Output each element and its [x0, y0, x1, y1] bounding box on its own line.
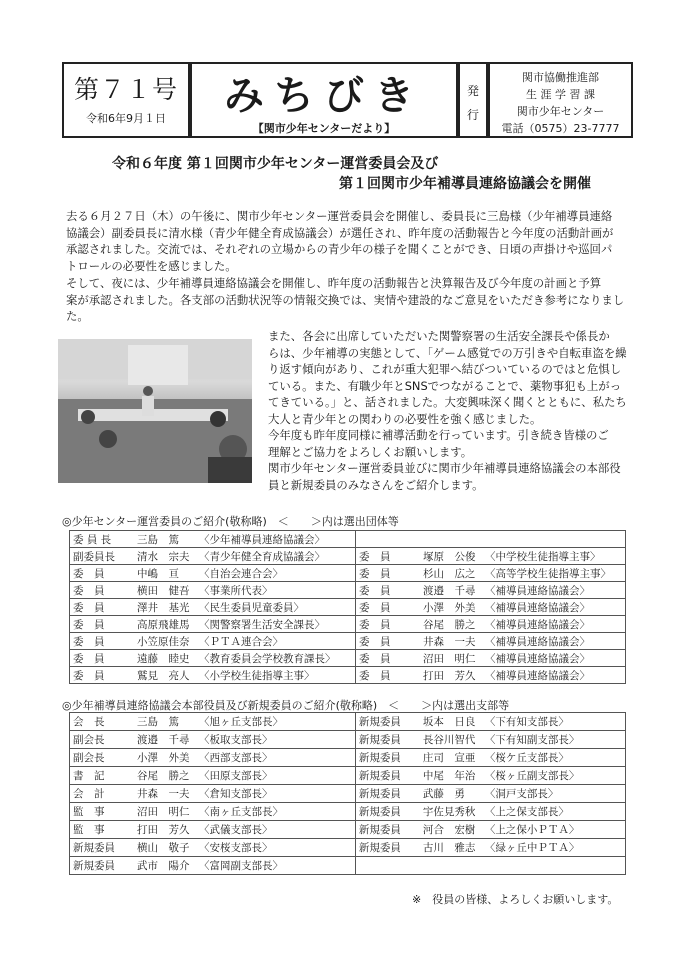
text-line: また、各会に出席していただいた関警察署の生活安全課長や係長か	[268, 329, 610, 343]
right-entry	[355, 713, 625, 731]
newsletter-subtitle: 【関市少年センターだより】	[252, 122, 396, 135]
right-entry	[356, 650, 626, 667]
text-line: らは、少年補導の実態として、「ゲーム感覚での万引きや自転車盗を繰	[268, 345, 627, 360]
article-heading-1: 令和６年度 第１回関市少年センター運営委員会及び	[112, 156, 439, 172]
member-role: 新規委員	[358, 716, 401, 728]
member-role: 委 員	[73, 635, 105, 648]
member-affiliation: 〈下有知支部長〉	[484, 716, 569, 728]
member-affiliation: 〈田原支部長〉	[199, 770, 273, 782]
table-row	[70, 839, 626, 857]
member-role: 新規委員	[358, 770, 401, 782]
member-role: 監 事	[73, 806, 105, 818]
right-entry	[356, 531, 626, 548]
table-row	[70, 548, 626, 565]
member-affiliation: 〈青少年健全育成協議会〉	[199, 550, 325, 563]
publisher-line: 生 涯 学 習 課	[526, 88, 595, 101]
closing-note: ※ 役員の皆様、よろしくお願いします。	[412, 893, 619, 906]
member-name: 沼田 明仁	[137, 806, 190, 818]
member-affiliation: 〈ＰＴＡ連合会〉	[199, 635, 283, 648]
paragraph-4	[268, 427, 609, 460]
member-role: 委 員	[359, 601, 391, 614]
member-affiliation: 〈桜ヶ丘副支部長〉	[484, 770, 580, 782]
member-affiliation: 〈補導員連絡協議会〉	[485, 635, 590, 648]
table-row	[70, 857, 626, 875]
committee-table	[69, 530, 626, 684]
title-box	[190, 62, 458, 138]
right-entry	[355, 803, 625, 821]
member-role: 新規委員	[358, 824, 401, 836]
member-affiliation: 〈洞戸支部長〉	[484, 788, 559, 800]
right-entry	[356, 633, 626, 650]
left-entry	[70, 531, 356, 548]
left-entry	[70, 731, 356, 749]
member-name: 沼田 明仁	[423, 652, 476, 665]
publisher-line: 関市協働推進部	[522, 71, 599, 84]
member-name: 庄司 宣亜	[422, 752, 476, 764]
member-role: 委 員	[359, 669, 391, 682]
member-role: 委 員	[73, 618, 105, 631]
table-row	[70, 749, 626, 767]
guidance-officer-table	[69, 712, 626, 875]
left-entry	[70, 599, 356, 616]
member-affiliation: 〈倉知支部長〉	[199, 788, 273, 800]
member-affiliation: 〈旭ヶ丘支部長〉	[199, 716, 283, 728]
right-entry	[355, 749, 625, 767]
left-entry	[70, 667, 356, 684]
member-name: 古川 雅志	[422, 842, 476, 854]
text-line: た。	[66, 309, 89, 323]
member-affiliation: 〈西部支部長〉	[199, 752, 273, 764]
table-row	[70, 582, 626, 599]
member-role: 委 員	[73, 601, 105, 614]
member-role: 新規委員	[73, 842, 115, 854]
left-entry	[70, 633, 356, 650]
member-name: 高原飛雄馬	[137, 618, 190, 631]
paragraph-3	[268, 328, 627, 427]
left-entry	[70, 616, 356, 633]
table-row	[70, 767, 626, 785]
member-name: 長谷川智代	[422, 734, 476, 746]
member-role: 委 員 長	[73, 533, 112, 546]
table2-caption: ◎少年補導員連絡協議会本部役員及び新規委員のご紹介(敬称略) ＜ ＞内は選出支部等	[62, 699, 510, 712]
newsletter-title: みちびき	[224, 73, 424, 119]
member-affiliation: 〈板取支部長〉	[199, 734, 273, 746]
member-name: 小笠原佳奈	[137, 635, 190, 648]
member-role: 委 員	[73, 669, 105, 682]
member-role: 副委員長	[73, 550, 115, 563]
left-entry	[70, 582, 356, 599]
member-role: 委 員	[359, 584, 391, 597]
member-role: 副会長	[73, 752, 105, 764]
member-role: 委 員	[359, 618, 391, 631]
member-name: 小澤 外美	[137, 752, 190, 764]
member-affiliation: 〈補導員連絡協議会〉	[485, 584, 590, 597]
member-affiliation: 〈補導員連絡協議会〉	[485, 652, 590, 665]
left-entry	[70, 713, 356, 731]
member-role: 新規委員	[358, 842, 401, 854]
right-entry	[356, 667, 626, 684]
right-entry	[355, 839, 625, 857]
member-name: 井森 一夫	[137, 788, 190, 800]
table-row	[70, 803, 626, 821]
member-name: 横田 健吾	[137, 584, 190, 597]
member-role: 新規委員	[73, 860, 115, 872]
text-line: 大人と青少年との関わりの必要性を強く感じました。	[268, 411, 542, 426]
member-role: 委 員	[73, 584, 105, 597]
table-row	[70, 650, 626, 667]
table1-caption: ◎少年センター運営委員のご紹介(敬称略) ＜ ＞内は選出団体等	[62, 515, 399, 528]
member-affiliation: 〈上之保小ＰＴＡ〉	[484, 824, 580, 836]
member-affiliation: 〈民生委員児童委員〉	[199, 601, 304, 614]
member-role: 会 計	[73, 788, 105, 800]
text-line: 協議会）副委員長に清水様（青少年健全育成協議会）が選任され、昨年度の活動報告と今年度の活動計画が	[66, 225, 614, 240]
paragraph-1	[66, 208, 613, 274]
member-name: 渡邉 千尋	[137, 734, 190, 746]
issue-box	[62, 62, 190, 138]
member-role: 会 長	[73, 716, 105, 728]
member-affiliation: 〈小学校生徒指導主事〉	[199, 669, 315, 682]
text-line: 員と新規委員のみなさんをご紹介します。	[268, 477, 484, 492]
member-affiliation: 〈教育委員会学校教育課長〉	[199, 652, 336, 665]
paragraph-2	[66, 275, 624, 325]
table-row	[70, 713, 626, 731]
member-name: 遠藤 睦史	[137, 652, 190, 665]
right-entry	[356, 582, 626, 599]
member-name: 鷲見 亮人	[137, 669, 190, 682]
member-name: 打田 芳久	[137, 824, 190, 836]
member-affiliation: 〈高等学校生徒指導主事〉	[485, 567, 611, 580]
member-affiliation: 〈上之保支部長〉	[484, 806, 569, 818]
left-entry	[70, 839, 356, 857]
text-line: トロールの必要性を感じました。	[66, 258, 237, 273]
member-name: 河合 宏樹	[422, 824, 476, 836]
member-affiliation: 〈桜ケ丘支部長〉	[484, 752, 569, 764]
member-affiliation: 〈武儀支部長〉	[199, 824, 273, 836]
member-affiliation: 〈安桜支部長〉	[199, 842, 273, 854]
member-role: 委 員	[359, 567, 391, 580]
member-name: 澤井 基光	[137, 601, 190, 614]
table-row	[70, 821, 626, 839]
paragraph-5	[268, 460, 621, 493]
text-line: ている。また、有職少年とSNSでつながることで、薬物事犯も上がっ	[268, 378, 622, 393]
member-name: 小澤 外美	[423, 601, 476, 614]
left-entry	[70, 785, 356, 803]
member-name: 武市 陽介	[137, 860, 190, 872]
member-role: 新規委員	[358, 806, 401, 818]
left-entry	[70, 767, 356, 785]
left-entry	[70, 803, 356, 821]
text-line: 今年度も昨年度同様に補導活動を行っています。引き続き皆様のご	[268, 428, 609, 442]
member-name: 三島 篤	[137, 533, 179, 546]
member-role: 委 員	[73, 652, 105, 665]
text-line: 理解とご協力をよろしくお願いします。	[268, 444, 473, 459]
member-name: 坂本 日良	[422, 716, 476, 728]
right-entry	[355, 857, 625, 875]
member-affiliation: 〈事業所代表〉	[199, 584, 273, 597]
text-line: てきている。」と、話されました。大変興味深く聞くとともに、私たち	[268, 395, 627, 409]
member-role: 監 事	[73, 824, 105, 836]
publisher-box	[488, 62, 633, 138]
member-name: 三島 篤	[137, 716, 179, 728]
member-name: 杉山 広之	[423, 567, 476, 580]
table-row	[70, 785, 626, 803]
right-entry	[356, 599, 626, 616]
member-name: 横山 敬子	[137, 842, 190, 854]
member-affiliation: 〈下有知副支部長〉	[484, 734, 580, 746]
member-name: 清水 宗夫	[137, 550, 190, 563]
member-name: 打田 芳久	[423, 669, 476, 682]
member-affiliation: 〈富岡副支部長〉	[199, 860, 283, 872]
article-heading-2: 第１回関市少年補導員連絡協議会を開催	[339, 176, 591, 192]
publisher-phone: 電話（0575）23-7777	[501, 122, 620, 135]
member-name: 中尾 年治	[422, 770, 476, 782]
member-role: 新規委員	[358, 752, 401, 764]
left-entry	[70, 821, 356, 839]
member-name: 渡邉 千尋	[423, 584, 476, 597]
left-entry	[70, 650, 356, 667]
member-affiliation: 〈緑ヶ丘中ＰＴＡ〉	[484, 842, 580, 854]
member-role: 副会長	[73, 734, 105, 746]
text-line: 承認されました。交流では、それぞれの立場からの青少年の様子を聞くことができ、日頃の声掛けや巡回パ	[66, 242, 613, 256]
text-line: そして、夜には、少年補導員連絡協議会を開催し、昨年度の活動報告と決算報告及び今年度の計画と予算	[66, 276, 602, 290]
member-name: 谷尾 勝之	[137, 770, 190, 782]
right-entry	[356, 548, 626, 565]
right-entry	[355, 821, 625, 839]
member-affiliation: 〈補導員連絡協議会〉	[485, 669, 590, 682]
text-line: 案が承認されました。各支部の活動状況等の情報交換では、実情や建設的なご意見をいただき参考になりまし	[66, 292, 625, 307]
member-role: 委 員	[359, 652, 391, 665]
member-role: 書 記	[73, 770, 105, 782]
meeting-photo	[58, 339, 252, 483]
issue-date: 令和6年9月１日	[86, 112, 166, 125]
meeting-photo-illustration	[58, 339, 252, 483]
table-row	[70, 667, 626, 684]
member-affiliation: 〈関警察署生活安全課長〉	[199, 618, 325, 631]
member-name: 谷尾 勝之	[423, 618, 476, 631]
publisher-label	[458, 62, 488, 138]
member-role: 新規委員	[358, 734, 401, 746]
table-row	[70, 599, 626, 616]
right-entry	[355, 785, 625, 803]
member-name: 宇佐見秀秋	[422, 806, 476, 818]
member-role: 委 員	[73, 567, 105, 580]
member-name: 武藤 勇	[422, 788, 465, 800]
left-entry	[70, 565, 356, 582]
member-name: 井森 一夫	[423, 635, 476, 648]
table-row	[70, 531, 626, 548]
member-affiliation: 〈自治会連合会〉	[199, 567, 283, 580]
member-affiliation: 〈南ヶ丘支部長〉	[199, 806, 283, 818]
member-affiliation: 〈少年補導員連絡協議会〉	[199, 533, 325, 546]
text-line: 関市少年センター運営委員並びに関市少年補導員連絡協議会の本部役	[268, 461, 621, 475]
table-row	[70, 616, 626, 633]
publisher-label-1: 発	[467, 84, 480, 98]
publisher-line: 関市少年センター	[516, 105, 605, 118]
left-entry	[70, 548, 356, 565]
text-line: 去る６月２７日（木）の午後に、関市少年センター運営委員会を開催し、委員長に三島様（少年補導員連絡	[66, 209, 613, 223]
table-row	[70, 565, 626, 582]
member-role: 委 員	[359, 635, 391, 648]
left-entry	[70, 749, 356, 767]
issue-number: 第７１号	[73, 75, 178, 104]
publisher-label-2: 行	[467, 108, 480, 122]
member-affiliation: 〈中学校生徒指導主事〉	[485, 550, 601, 563]
right-entry	[355, 767, 625, 785]
left-entry	[70, 857, 356, 875]
member-affiliation: 〈補導員連絡協議会〉	[485, 601, 590, 614]
right-entry	[356, 565, 626, 582]
member-affiliation: 〈補導員連絡協議会〉	[485, 618, 590, 631]
table-row	[70, 633, 626, 650]
text-line: り返す傾向があり、これが重大犯罪へ結びついているのではと危惧し	[268, 362, 622, 376]
member-name: 塚原 公俊	[423, 550, 476, 563]
member-role: 委 員	[359, 550, 391, 563]
member-name: 中嶋 亘	[137, 567, 179, 580]
member-role: 新規委員	[358, 788, 401, 800]
right-entry	[355, 731, 625, 749]
table-row	[70, 731, 626, 749]
right-entry	[356, 616, 626, 633]
